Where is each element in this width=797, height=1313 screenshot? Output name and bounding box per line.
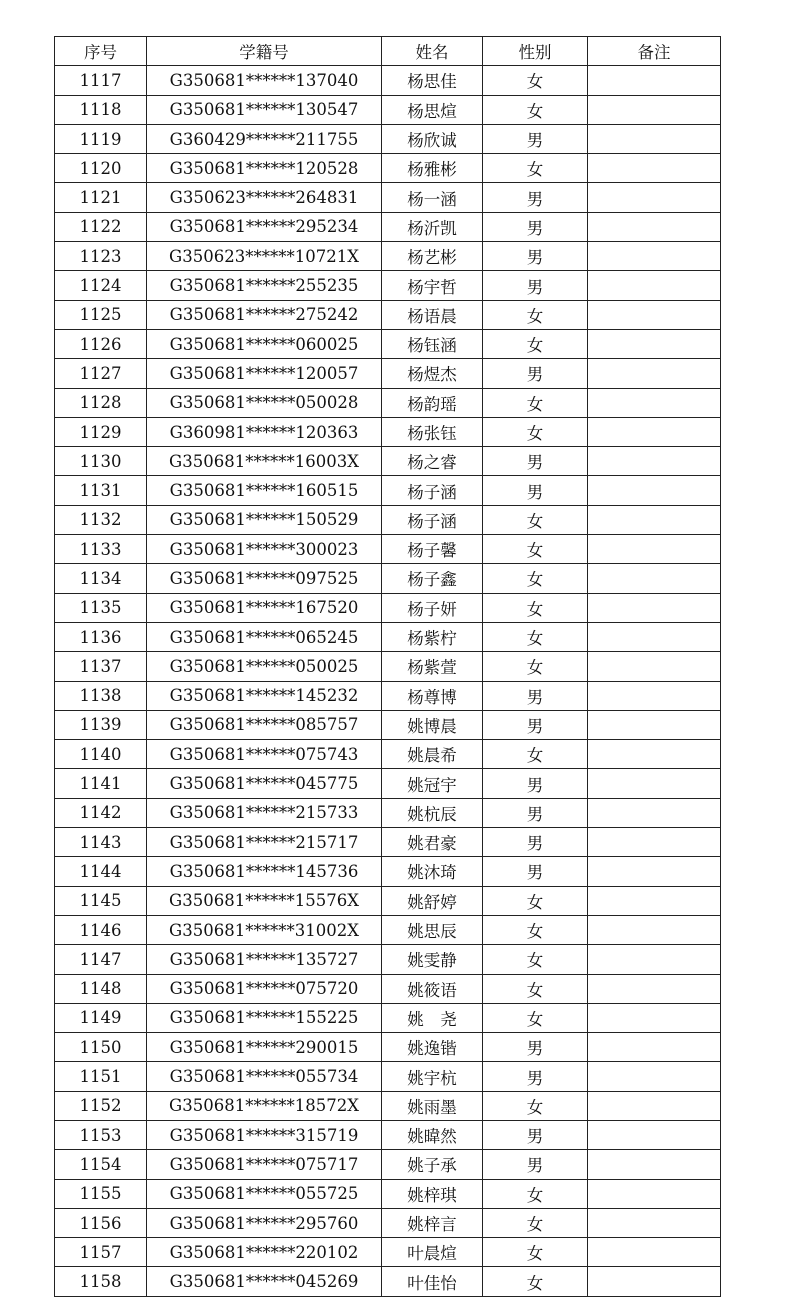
cell-seq: 1118 [55,95,147,124]
cell-gender: 女 [483,417,588,446]
cell-gender: 男 [483,359,588,388]
cell-seq: 1120 [55,154,147,183]
table-row [55,974,721,1003]
cell-seq: 1135 [55,593,147,622]
cell-student-id: G350681******120057 [147,359,382,388]
cell-remark [588,886,721,915]
cell-remark [588,1208,721,1237]
table-row [55,505,721,534]
cell-seq: 1153 [55,1120,147,1149]
cell-name: 姚筱语 [382,974,483,1003]
cell-name: 姚舒婷 [382,886,483,915]
cell-seq: 1152 [55,1091,147,1120]
cell-student-id: G350681******055734 [147,1062,382,1091]
cell-seq: 1136 [55,622,147,651]
cell-seq: 1134 [55,564,147,593]
cell-student-id: G350681******160515 [147,476,382,505]
cell-seq: 1144 [55,857,147,886]
table-row [55,857,721,886]
table-row [55,593,721,622]
cell-name: 姚宇杭 [382,1062,483,1091]
cell-student-id: G350681******220102 [147,1238,382,1267]
cell-seq: 1128 [55,388,147,417]
cell-name: 杨紫萱 [382,652,483,681]
header-gender: 性别 [483,37,588,66]
cell-student-id: G350681******18572X [147,1091,382,1120]
cell-name: 杨一涵 [382,183,483,212]
table-row [55,1062,721,1091]
cell-seq: 1124 [55,271,147,300]
table-row [55,242,721,271]
table-row [55,183,721,212]
table-row [55,1267,721,1296]
cell-student-id: G350681******120528 [147,154,382,183]
cell-seq: 1130 [55,447,147,476]
cell-student-id: G350681******145232 [147,681,382,710]
cell-remark [588,769,721,798]
cell-student-id: G350681******075743 [147,740,382,769]
cell-seq: 1123 [55,242,147,271]
table-row [55,915,721,944]
cell-remark [588,1033,721,1062]
cell-gender: 男 [483,710,588,739]
cell-remark [588,183,721,212]
cell-name: 杨沂凯 [382,212,483,241]
cell-gender: 女 [483,622,588,651]
cell-remark [588,1238,721,1267]
cell-seq: 1143 [55,828,147,857]
table-row [55,124,721,153]
cell-name: 杨张钰 [382,417,483,446]
cell-remark [588,945,721,974]
cell-name: 杨尊博 [382,681,483,710]
table-row [55,1208,721,1237]
cell-remark [588,417,721,446]
cell-gender: 男 [483,124,588,153]
cell-student-id: G350681******290015 [147,1033,382,1062]
cell-seq: 1121 [55,183,147,212]
cell-seq: 1157 [55,1238,147,1267]
cell-name: 姚晨希 [382,740,483,769]
cell-name: 杨煜杰 [382,359,483,388]
cell-gender: 男 [483,476,588,505]
cell-name: 杨雅彬 [382,154,483,183]
cell-gender: 男 [483,242,588,271]
cell-student-id: G350623******10721X [147,242,382,271]
cell-gender: 女 [483,1003,588,1032]
cell-seq: 1133 [55,535,147,564]
cell-gender: 女 [483,1091,588,1120]
cell-name: 姚思辰 [382,915,483,944]
cell-gender: 男 [483,212,588,241]
header-student-id: 学籍号 [147,37,382,66]
cell-remark [588,388,721,417]
table-row [55,564,721,593]
cell-gender: 女 [483,95,588,124]
cell-name: 杨宇哲 [382,271,483,300]
table-row [55,417,721,446]
cell-remark [588,622,721,651]
cell-student-id: G350681******215733 [147,798,382,827]
cell-student-id: G350681******145736 [147,857,382,886]
table-row [55,154,721,183]
cell-gender: 男 [483,681,588,710]
cell-gender: 男 [483,1150,588,1179]
cell-remark [588,564,721,593]
cell-gender: 女 [483,1267,588,1296]
cell-seq: 1119 [55,124,147,153]
cell-remark [588,974,721,1003]
table-row [55,66,721,95]
table-row [55,359,721,388]
cell-student-id: G350681******050025 [147,652,382,681]
cell-seq: 1156 [55,1208,147,1237]
cell-seq: 1146 [55,915,147,944]
table-row [55,710,721,739]
cell-name: 姚沐琦 [382,857,483,886]
cell-remark [588,535,721,564]
cell-seq: 1138 [55,681,147,710]
cell-student-id: G350681******097525 [147,564,382,593]
table-row [55,271,721,300]
cell-seq: 1131 [55,476,147,505]
cell-seq: 1158 [55,1267,147,1296]
cell-remark [588,1179,721,1208]
cell-gender: 女 [483,1179,588,1208]
cell-seq: 1125 [55,300,147,329]
cell-name: 杨语晨 [382,300,483,329]
cell-name: 叶晨煊 [382,1238,483,1267]
cell-name: 姚梓言 [382,1208,483,1237]
cell-seq: 1155 [55,1179,147,1208]
cell-name: 叶佳怡 [382,1267,483,1296]
cell-remark [588,1091,721,1120]
cell-name: 杨子妍 [382,593,483,622]
table-row [55,1179,721,1208]
cell-remark [588,124,721,153]
cell-name: 杨艺彬 [382,242,483,271]
header-row [55,37,721,66]
cell-name: 杨子涵 [382,505,483,534]
cell-gender: 男 [483,447,588,476]
table-row [55,798,721,827]
cell-student-id: G350681******060025 [147,329,382,358]
cell-remark [588,652,721,681]
table-row [55,945,721,974]
cell-remark [588,95,721,124]
cell-remark [588,476,721,505]
cell-student-id: G350681******167520 [147,593,382,622]
cell-name: 杨韵瑶 [382,388,483,417]
cell-remark [588,154,721,183]
cell-student-id: G350681******215717 [147,828,382,857]
cell-seq: 1147 [55,945,147,974]
cell-gender: 女 [483,1238,588,1267]
header-remark: 备注 [588,37,721,66]
cell-gender: 女 [483,593,588,622]
cell-remark [588,242,721,271]
cell-seq: 1148 [55,974,147,1003]
cell-seq: 1137 [55,652,147,681]
table-row [55,476,721,505]
table-row [55,1238,721,1267]
cell-name: 杨子涵 [382,476,483,505]
cell-remark [588,681,721,710]
cell-gender: 男 [483,798,588,827]
table-row [55,769,721,798]
cell-student-id: G360981******120363 [147,417,382,446]
cell-name: 姚子承 [382,1150,483,1179]
cell-gender: 女 [483,652,588,681]
cell-name: 姚杭辰 [382,798,483,827]
cell-name: 杨之睿 [382,447,483,476]
cell-remark [588,1062,721,1091]
cell-name: 杨欣诚 [382,124,483,153]
cell-gender: 女 [483,388,588,417]
cell-gender: 女 [483,886,588,915]
cell-student-id: G350681******085757 [147,710,382,739]
table-row [55,1091,721,1120]
cell-student-id: G350623******264831 [147,183,382,212]
cell-seq: 1140 [55,740,147,769]
cell-seq: 1122 [55,212,147,241]
table-row [55,95,721,124]
cell-gender: 男 [483,1120,588,1149]
cell-student-id: G350681******155225 [147,1003,382,1032]
cell-gender: 女 [483,505,588,534]
cell-gender: 女 [483,974,588,1003]
table-row [55,681,721,710]
cell-gender: 女 [483,154,588,183]
table-row [55,212,721,241]
cell-student-id: G350681******130547 [147,95,382,124]
cell-seq: 1139 [55,710,147,739]
cell-gender: 男 [483,1033,588,1062]
cell-name: 姚 尧 [382,1003,483,1032]
table-row [55,447,721,476]
cell-remark [588,505,721,534]
table-row [55,1003,721,1032]
cell-remark [588,740,721,769]
cell-student-id: G350681******295760 [147,1208,382,1237]
cell-name: 杨子馨 [382,535,483,564]
cell-remark [588,329,721,358]
cell-gender: 男 [483,857,588,886]
cell-remark [588,798,721,827]
table-row [55,1120,721,1149]
cell-student-id: G350681******31002X [147,915,382,944]
cell-student-id: G350681******135727 [147,945,382,974]
cell-gender: 女 [483,329,588,358]
table-row [55,886,721,915]
table-row [55,300,721,329]
cell-remark [588,1267,721,1296]
cell-student-id: G350681******295234 [147,212,382,241]
cell-remark [588,300,721,329]
cell-remark [588,447,721,476]
cell-seq: 1129 [55,417,147,446]
cell-gender: 女 [483,740,588,769]
table-row [55,388,721,417]
cell-student-id: G350681******045269 [147,1267,382,1296]
cell-gender: 女 [483,66,588,95]
table-row [55,828,721,857]
cell-gender: 女 [483,300,588,329]
cell-name: 姚博晨 [382,710,483,739]
cell-student-id: G360429******211755 [147,124,382,153]
cell-gender: 男 [483,1062,588,1091]
cell-student-id: G350681******255235 [147,271,382,300]
table-row [55,740,721,769]
cell-student-id: G350681******075720 [147,974,382,1003]
cell-name: 杨紫柠 [382,622,483,651]
cell-gender: 女 [483,564,588,593]
cell-seq: 1145 [55,886,147,915]
cell-student-id: G350681******045775 [147,769,382,798]
cell-remark [588,1003,721,1032]
cell-seq: 1142 [55,798,147,827]
cell-name: 姚逸锴 [382,1033,483,1062]
cell-remark [588,66,721,95]
cell-gender: 女 [483,535,588,564]
table-row [55,1033,721,1062]
cell-name: 杨思佳 [382,66,483,95]
cell-student-id: G350681******055725 [147,1179,382,1208]
cell-name: 杨思煊 [382,95,483,124]
table-row [55,329,721,358]
cell-remark [588,593,721,622]
table-row [55,535,721,564]
cell-student-id: G350681******150529 [147,505,382,534]
cell-gender: 男 [483,828,588,857]
cell-remark [588,271,721,300]
cell-student-id: G350681******137040 [147,66,382,95]
table-row [55,652,721,681]
cell-remark [588,915,721,944]
cell-remark [588,1150,721,1179]
cell-name: 姚雨墨 [382,1091,483,1120]
table-row [55,1150,721,1179]
cell-remark [588,359,721,388]
cell-remark [588,857,721,886]
cell-gender: 男 [483,271,588,300]
cell-student-id: G350681******275242 [147,300,382,329]
header-name: 姓名 [382,37,483,66]
cell-name: 姚雯静 [382,945,483,974]
cell-student-id: G350681******15576X [147,886,382,915]
header-seq: 序号 [55,37,147,66]
cell-seq: 1117 [55,66,147,95]
cell-seq: 1127 [55,359,147,388]
student-roster-table [54,36,721,1297]
cell-name: 姚梓琪 [382,1179,483,1208]
cell-student-id: G350681******075717 [147,1150,382,1179]
cell-seq: 1149 [55,1003,147,1032]
cell-student-id: G350681******065245 [147,622,382,651]
cell-seq: 1126 [55,329,147,358]
cell-gender: 女 [483,1208,588,1237]
cell-seq: 1151 [55,1062,147,1091]
cell-name: 姚冠宇 [382,769,483,798]
cell-student-id: G350681******300023 [147,535,382,564]
cell-remark [588,1120,721,1149]
cell-name: 姚暐然 [382,1120,483,1149]
cell-gender: 女 [483,915,588,944]
cell-name: 姚君豪 [382,828,483,857]
table-body [55,66,721,1296]
cell-student-id: G350681******050028 [147,388,382,417]
cell-seq: 1141 [55,769,147,798]
cell-seq: 1154 [55,1150,147,1179]
cell-gender: 男 [483,769,588,798]
cell-student-id: G350681******16003X [147,447,382,476]
cell-remark [588,828,721,857]
cell-gender: 女 [483,945,588,974]
cell-remark [588,212,721,241]
cell-gender: 男 [483,183,588,212]
cell-remark [588,710,721,739]
cell-student-id: G350681******315719 [147,1120,382,1149]
table-row [55,622,721,651]
cell-name: 杨子鑫 [382,564,483,593]
cell-seq: 1150 [55,1033,147,1062]
cell-name: 杨钰涵 [382,329,483,358]
cell-seq: 1132 [55,505,147,534]
